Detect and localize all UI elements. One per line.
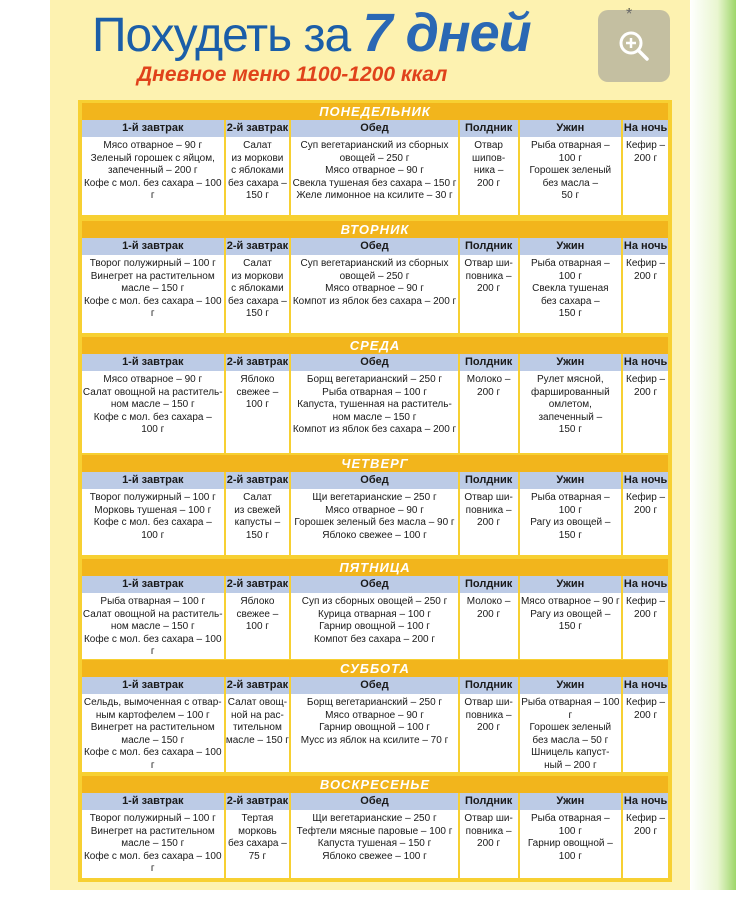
- table-cell: Отвар шипов- ника – 200 г: [460, 137, 518, 215]
- table-cell: Мясо отварное – 90 г Салат овощной на раститель- ном масле – 150 г Кофе с мол. без сахара – 100 г: [82, 371, 224, 453]
- table-cell: Суп вегетарианский из сборных овощей – 250 г Мясо отварное – 90 г Компот из яблок без сахара – 200 г: [291, 255, 457, 333]
- table-cell: Борщ вегетарианский – 250 г Рыба отварная – 100 г Капуста, тушенная на раститель- ном масле – 150 г Компот из яблок без сахара – 200 г: [291, 371, 457, 453]
- table-row: [82, 593, 668, 659]
- decorative-edge: [690, 0, 736, 890]
- column-header: Полдник: [460, 677, 518, 694]
- column-header: 1-й завтрак: [82, 472, 224, 489]
- column-header-row: [82, 354, 668, 371]
- table-cell: Отвар ши- повника – 200 г: [460, 810, 518, 878]
- table-cell: Тертая морковь без сахара – 75 г: [226, 810, 290, 878]
- column-header-row: [82, 238, 668, 255]
- column-header: 1-й завтрак: [82, 238, 224, 255]
- day-block: [82, 337, 668, 453]
- table-row: [82, 137, 668, 215]
- table-cell: Творог полужирный – 100 г Винегрет на растительном масле – 150 г Кофе с мол. без сахара – 100 г: [82, 255, 224, 333]
- table-cell: Рыба отварная – 100 г Рагу из овощей – 150 г: [520, 489, 622, 555]
- column-header: На ночь: [623, 793, 668, 810]
- column-header: 2-й завтрак: [226, 576, 290, 593]
- table-cell: Салат из свежей капусты – 150 г: [226, 489, 290, 555]
- day-heading: ПЯТНИЦА: [82, 559, 668, 576]
- table-cell: Кефир – 200 г: [623, 489, 668, 555]
- day-block: [82, 660, 668, 772]
- table-cell: Кефир – 200 г: [623, 255, 668, 333]
- day-heading: ВТОРНИК: [82, 221, 668, 238]
- column-header: Полдник: [460, 793, 518, 810]
- column-header: 2-й завтрак: [226, 677, 290, 694]
- column-header-row: [82, 793, 668, 810]
- day-heading: СРЕДА: [82, 337, 668, 354]
- column-header: 1-й завтрак: [82, 120, 224, 137]
- column-header: Ужин: [520, 576, 622, 593]
- day-block: [82, 559, 668, 659]
- column-header: Ужин: [520, 793, 622, 810]
- column-header: 2-й завтрак: [226, 793, 290, 810]
- table-cell: Кефир – 200 г: [623, 137, 668, 215]
- poster-title: [92, 2, 531, 64]
- table-row: [82, 371, 668, 453]
- table-cell: Суп из сборных овощей – 250 г Курица отварная – 100 г Гарнир овощной – 100 г Компот без сахара – 200 г: [291, 593, 457, 659]
- column-header: Обед: [291, 677, 457, 694]
- table-cell: Молоко – 200 г: [460, 371, 518, 453]
- table-cell: Рулет мясной, фаршированный омлетом, запеченный – 150 г: [520, 371, 622, 453]
- poster-subtitle: Дневное меню 1100-1200 ккал: [137, 63, 448, 86]
- table-cell: Мясо отварное – 90 г Зеленый горошек с яйцом, запеченный – 200 г Кофе с мол. без сахара – 100 г: [82, 137, 224, 215]
- table-cell: Щи вегетарианские – 250 г Мясо отварное – 90 г Горошек зеленый без масла – 90 г Яблоко свежее – 100 г: [291, 489, 457, 555]
- title-text: Похудеть за: [92, 9, 363, 62]
- column-header: Ужин: [520, 120, 622, 137]
- zoom-in-icon: [616, 28, 652, 64]
- column-header: Обед: [291, 472, 457, 489]
- table-cell: Рыба отварная – 100 г Свекла тушеная без сахара – 150 г: [520, 255, 622, 333]
- column-header: Обед: [291, 576, 457, 593]
- zoom-button[interactable]: [598, 10, 670, 82]
- column-header-row: [82, 677, 668, 694]
- table-cell: Щи вегетарианские – 250 г Тефтели мясные паровые – 100 г Капуста тушеная – 150 г Яблоко свежее – 100 г: [291, 810, 457, 878]
- column-header: Полдник: [460, 238, 518, 255]
- column-header-row: [82, 472, 668, 489]
- table-cell: Суп вегетарианский из сборных овощей – 250 г Мясо отварное – 90 г Свекла тушеная без сахара – 150 г Желе лимонное на ксилите – 30 г: [291, 137, 457, 215]
- day-block: [82, 455, 668, 555]
- column-header: Ужин: [520, 238, 622, 255]
- table-cell: Отвар ши- повника – 200 г: [460, 694, 518, 772]
- table-row: [82, 694, 668, 772]
- column-header: Обед: [291, 793, 457, 810]
- column-header-row: [82, 576, 668, 593]
- table-cell: Творог полужирный – 100 г Винегрет на растительном масле – 150 г Кофе с мол. без сахара – 100 г: [82, 810, 224, 878]
- column-header: На ночь: [623, 238, 668, 255]
- table-cell: Салат из моркови с яблоками без сахара – 150 г: [226, 137, 290, 215]
- table-cell: Яблоко свежее – 100 г: [226, 593, 290, 659]
- table-cell: Борщ вегетарианский – 250 г Мясо отварное – 90 г Гарнир овощной – 100 г Мусс из яблок на ксилите – 70 г: [291, 694, 457, 772]
- column-header: Полдник: [460, 576, 518, 593]
- column-header: Обед: [291, 354, 457, 371]
- table-cell: Мясо отварное – 90 г Рагу из овощей – 150 г: [520, 593, 622, 659]
- column-header: На ночь: [623, 120, 668, 137]
- column-header: 2-й завтрак: [226, 472, 290, 489]
- table-cell: Отвар ши- повника – 200 г: [460, 489, 518, 555]
- table-cell: Отвар ши- повника – 200 г: [460, 255, 518, 333]
- column-header: Обед: [291, 120, 457, 137]
- table-cell: Сельдь, вымоченная с отвар- ным картофелем – 100 г Винегрет на растительном масле – 150 г Кофе с мол. без сахара – 100 г: [82, 694, 224, 772]
- table-cell: Кефир – 200 г: [623, 371, 668, 453]
- column-header: На ночь: [623, 354, 668, 371]
- table-cell: Яблоко свежее – 100 г: [226, 371, 290, 453]
- column-header: 1-й завтрак: [82, 576, 224, 593]
- column-header: Полдник: [460, 472, 518, 489]
- column-header: Полдник: [460, 120, 518, 137]
- column-header: На ночь: [623, 472, 668, 489]
- table-cell: Рыба отварная – 100 г Гарнир овощной – 100 г: [520, 810, 622, 878]
- day-block: [82, 776, 668, 878]
- column-header: 2-й завтрак: [226, 238, 290, 255]
- column-header: Ужин: [520, 677, 622, 694]
- column-header: Обед: [291, 238, 457, 255]
- table-cell: Творог полужирный – 100 г Морковь тушеная – 100 г Кофе с мол. без сахара – 100 г: [82, 489, 224, 555]
- column-header: 1-й завтрак: [82, 793, 224, 810]
- table-cell: Кефир – 200 г: [623, 810, 668, 878]
- table-cell: Салат из моркови с яблоками без сахара – 150 г: [226, 255, 290, 333]
- column-header: Полдник: [460, 354, 518, 371]
- title-days: 7 дней: [362, 3, 531, 63]
- day-heading: ПОНЕДЕЛЬНИК: [82, 103, 668, 120]
- table-row: [82, 810, 668, 878]
- column-header: 2-й завтрак: [226, 354, 290, 371]
- table-cell: Молоко – 200 г: [460, 593, 518, 659]
- table-row: [82, 255, 668, 333]
- column-header-row: [82, 120, 668, 137]
- column-header: Ужин: [520, 472, 622, 489]
- column-header: 1-й завтрак: [82, 677, 224, 694]
- column-header: На ночь: [623, 576, 668, 593]
- table-cell: Кефир – 200 г: [623, 593, 668, 659]
- column-header: Ужин: [520, 354, 622, 371]
- table-cell: Рыба отварная – 100 г Салат овощной на раститель- ном масле – 150 г Кофе с мол. без сахара – 100 г: [82, 593, 224, 659]
- day-heading: СУББОТА: [82, 660, 668, 677]
- table-cell: Рыба отварная – 100 г Горошек зеленый без масла – 50 г Шницель капуст- ный – 200 г: [520, 694, 622, 772]
- table-row: [82, 489, 668, 555]
- day-heading: ВОСКРЕСЕНЬЕ: [82, 776, 668, 793]
- day-block: [82, 103, 668, 215]
- table-cell: Кефир – 200 г: [623, 694, 668, 772]
- column-header: 1-й завтрак: [82, 354, 224, 371]
- column-header: На ночь: [623, 677, 668, 694]
- day-block: [82, 221, 668, 333]
- column-header: 2-й завтрак: [226, 120, 290, 137]
- table-cell: Рыба отварная – 100 г Горошек зеленый без масла – 50 г: [520, 137, 622, 215]
- day-heading: ЧЕТВЕРГ: [82, 455, 668, 472]
- table-cell: Салат овощ- ной на рас- тительном масле – 150 г: [226, 694, 290, 772]
